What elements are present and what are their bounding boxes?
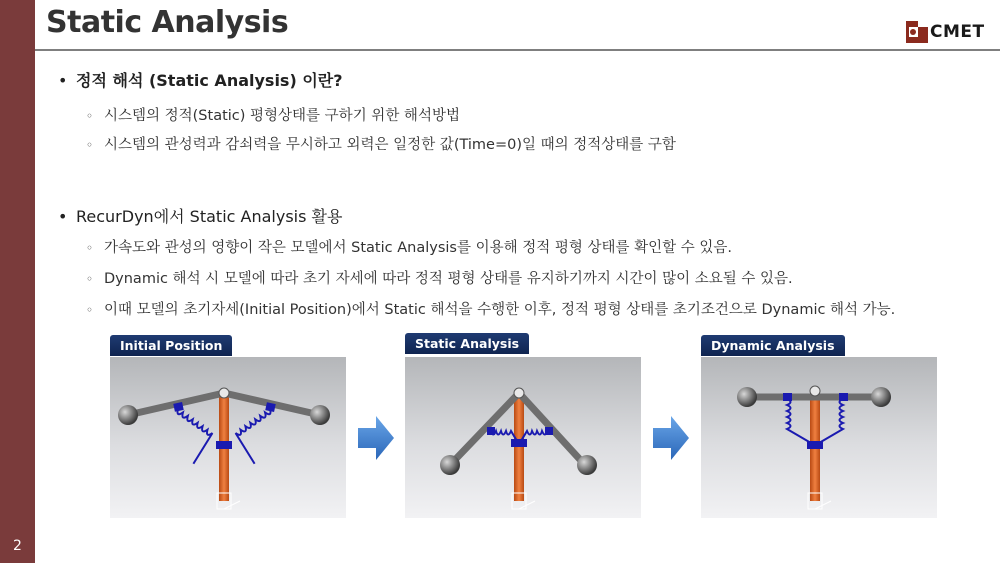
- sub-bullet-icon: ◦: [86, 241, 94, 255]
- panel-label-static: Static Analysis: [405, 333, 529, 354]
- sub-bullet-icon: ◦: [86, 138, 94, 152]
- bullet-dot-icon: •: [58, 207, 68, 226]
- panel-static-analysis: [405, 357, 641, 518]
- sub-bullet-icon: ◦: [86, 109, 94, 123]
- section-2-item-2: ◦ Dynamic 해석 시 모델에 따라 초기 자세에 따라 정적 평형 상태를 유지하기까지 시간이 많이 소요될 수 있음.: [86, 271, 793, 287]
- model-static-image: [405, 357, 641, 518]
- panel-dynamic-analysis: [701, 357, 937, 518]
- arrow-right-icon: [356, 414, 396, 462]
- panel-initial-position: [110, 357, 346, 518]
- section-2-heading: • RecurDyn에서 Static Analysis 활용: [58, 207, 343, 226]
- arrow-right-icon: [651, 414, 691, 462]
- section-1-item-1: ◦ 시스템의 정적(Static) 평형상태를 구하기 위한 해석방법: [86, 108, 460, 124]
- section-2-item-1: ◦ 가속도와 관성의 영향이 작은 모델에서 Static Analysis를 이용해 정적 평형 상태를 확인할 수 있음.: [86, 240, 732, 256]
- section-1-heading: • 정적 해석 (Static Analysis) 이란?: [58, 71, 343, 90]
- panel-label-dynamic: Dynamic Analysis: [701, 335, 845, 356]
- panel-label-initial: Initial Position: [110, 335, 232, 356]
- cmet-logo-icon: [906, 21, 928, 43]
- sub-bullet-icon: ◦: [86, 303, 94, 317]
- left-accent-bar: [0, 0, 35, 563]
- bullet-dot-icon: •: [58, 71, 68, 90]
- model-dynamic-image: [701, 357, 937, 518]
- logo-text: CMET: [930, 22, 985, 42]
- slide-title: Static Analysis: [46, 5, 289, 40]
- section-1-item-2: ◦ 시스템의 관성력과 감쇠력을 무시하고 외력은 일정한 값(Time=0)일 때의 정적상태를 구함: [86, 137, 676, 153]
- model-initial-image: [110, 357, 346, 518]
- section-2-item-3: ◦ 이때 모델의 초기자세(Initial Position)에서 Static 해석을 수행한 이후, 정적 평형 상태를 초기조건으로 Dynamic 해석 가능.: [86, 302, 896, 318]
- page-number: 2: [13, 538, 22, 554]
- title-divider: [35, 49, 1000, 51]
- sub-bullet-icon: ◦: [86, 272, 94, 286]
- cmet-logo: [906, 20, 985, 44]
